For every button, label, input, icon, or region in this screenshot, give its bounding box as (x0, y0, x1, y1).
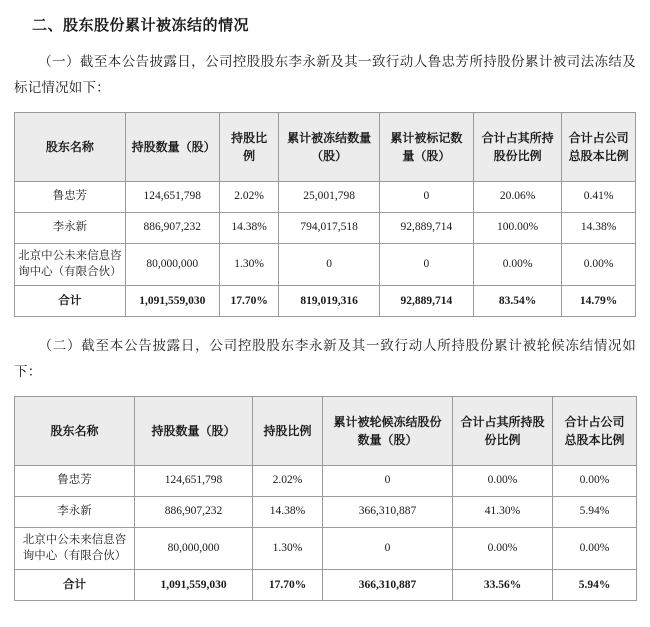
paragraph-one (14, 49, 636, 102)
cell-holding-amount: 124,651,798 (125, 181, 219, 212)
cell-holding-ratio: 1.30% (253, 527, 323, 569)
column-header-frozen-amount: 累计被冻结数量（股） (279, 112, 379, 181)
column-header-shareholder-name: 股东名称 (15, 396, 135, 465)
cell-pct-of-holding: 83.54% (474, 285, 562, 316)
cell-holding-ratio: 14.38% (253, 496, 323, 527)
cell-pct-of-holding: 100.00% (474, 212, 562, 243)
column-header-pct-of-total: 合计占公司总股本比例 (553, 396, 637, 465)
cell-pct-of-total: 0.00% (562, 243, 636, 285)
column-header-holding-amount: 持股数量（股） (135, 396, 253, 465)
column-header-queued-frozen-amount: 累计被轮候冻结股份数量（股） (323, 396, 453, 465)
cell-pct-of-holding: 0.00% (453, 527, 553, 569)
cell-pct-of-total: 0.41% (562, 181, 636, 212)
queued-frozen-shares-table (14, 396, 637, 601)
table-row (15, 496, 637, 527)
cell-pct-of-total: 5.94% (553, 496, 637, 527)
column-header-holding-ratio: 持股比例 (219, 112, 278, 181)
cell-marked-amount: 0 (379, 181, 473, 212)
table-header-row (15, 112, 636, 181)
cell-shareholder-name: 李永新 (15, 496, 135, 527)
cell-marked-amount: 92,889,714 (379, 285, 473, 316)
cell-marked-amount: 92,889,714 (379, 212, 473, 243)
column-header-holding-ratio: 持股比例 (253, 396, 323, 465)
cell-queued-frozen-amount: 0 (323, 465, 453, 496)
cell-holding-ratio: 14.38% (219, 212, 278, 243)
cell-frozen-amount: 25,001,798 (279, 181, 379, 212)
cell-holding-amount: 1,091,559,030 (125, 285, 219, 316)
cell-marked-amount: 0 (379, 243, 473, 285)
column-header-shareholder-name: 股东名称 (15, 112, 126, 181)
cell-holding-amount: 1,091,559,030 (135, 569, 253, 600)
cell-pct-of-total: 5.94% (553, 569, 637, 600)
table-row (15, 243, 636, 285)
cell-shareholder-name: 鲁忠芳 (15, 181, 126, 212)
frozen-shares-table (14, 112, 636, 317)
cell-holding-amount: 124,651,798 (135, 465, 253, 496)
cell-holding-ratio: 17.70% (219, 285, 278, 316)
cell-pct-of-total: 0.00% (553, 465, 637, 496)
paragraph-two (14, 333, 636, 386)
cell-shareholder-name: 北京中公未来信息咨询中心（有限合伙） (15, 243, 126, 285)
table-row (15, 181, 636, 212)
table-row (15, 212, 636, 243)
cell-shareholder-name: 合计 (15, 285, 126, 316)
column-header-pct-of-holding: 合计占其所持股份比例 (474, 112, 562, 181)
cell-holding-amount: 886,907,232 (125, 212, 219, 243)
table-row (15, 527, 637, 569)
cell-holding-amount: 80,000,000 (135, 527, 253, 569)
cell-frozen-amount: 0 (279, 243, 379, 285)
column-header-marked-amount: 累计被标记数量（股） (379, 112, 473, 181)
column-header-holding-amount: 持股数量（股） (125, 112, 219, 181)
paragraph-one-text: （一）截至本公告披露日，公司控股股东李永新及其一致行动人鲁忠芳所持股份累计被司法冻结及标记情况如下： (14, 54, 636, 96)
cell-pct-of-holding: 0.00% (474, 243, 562, 285)
cell-holding-ratio: 2.02% (219, 181, 278, 212)
table-row-total (15, 569, 637, 600)
cell-queued-frozen-amount: 366,310,887 (323, 569, 453, 600)
table-row-total (15, 285, 636, 316)
table-row (15, 465, 637, 496)
cell-frozen-amount: 819,019,316 (279, 285, 379, 316)
cell-pct-of-holding: 20.06% (474, 181, 562, 212)
cell-shareholder-name: 北京中公未来信息咨询中心（有限合伙） (15, 527, 135, 569)
cell-holding-ratio: 1.30% (219, 243, 278, 285)
table-header-row (15, 396, 637, 465)
cell-queued-frozen-amount: 366,310,887 (323, 496, 453, 527)
cell-pct-of-total: 14.38% (562, 212, 636, 243)
cell-shareholder-name: 鲁忠芳 (15, 465, 135, 496)
cell-pct-of-holding: 41.30% (453, 496, 553, 527)
cell-holding-ratio: 2.02% (253, 465, 323, 496)
cell-frozen-amount: 794,017,518 (279, 212, 379, 243)
section-title: 二、股东股份累计被冻结的情况 (32, 18, 250, 34)
cell-shareholder-name: 李永新 (15, 212, 126, 243)
column-header-pct-of-holding: 合计占其所持股份比例 (453, 396, 553, 465)
cell-holding-amount: 886,907,232 (135, 496, 253, 527)
cell-pct-of-holding: 0.00% (453, 465, 553, 496)
cell-holding-ratio: 17.70% (253, 569, 323, 600)
cell-pct-of-total: 14.79% (562, 285, 636, 316)
cell-pct-of-holding: 33.56% (453, 569, 553, 600)
cell-pct-of-total: 0.00% (553, 527, 637, 569)
cell-shareholder-name: 合计 (15, 569, 135, 600)
column-header-pct-of-total: 合计占公司总股本比例 (562, 112, 636, 181)
cell-queued-frozen-amount: 0 (323, 527, 453, 569)
cell-holding-amount: 80,000,000 (125, 243, 219, 285)
paragraph-two-text: （二）截至本公告披露日，公司控股股东李永新及其一致行动人所持股份累计被轮候冻结情况如下： (14, 337, 636, 380)
